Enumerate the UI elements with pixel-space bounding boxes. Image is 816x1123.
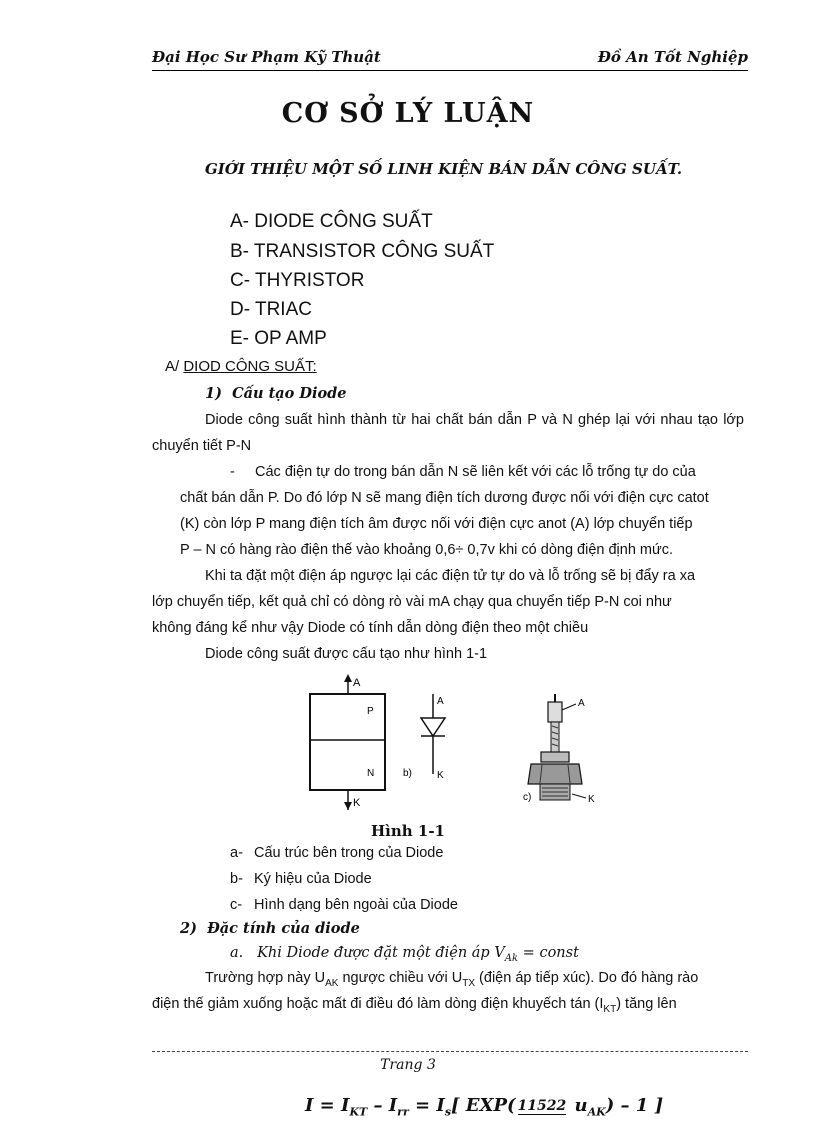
figure-item-text: Cấu trúc bên trong của Diode (254, 845, 444, 861)
subsection-title: Cấu tạo Diode (232, 385, 347, 402)
bullet-line: chất bán dẫn P. Do đó lớp N sẽ mang điện tích dương được nối với điện cực catot (180, 490, 709, 506)
subscript: KT (603, 1003, 617, 1015)
formula-run: [ EXP( (451, 1095, 516, 1116)
header-right: Đồ An Tốt Nghiệp (597, 48, 748, 66)
formula-sub: KT (349, 1105, 368, 1119)
formula (305, 1095, 663, 1119)
item-subscript: Ak (504, 952, 519, 964)
toc-item: A- DIODE CÔNG SUẤT (230, 211, 433, 232)
formula-run: = I (408, 1095, 445, 1116)
text-run: ) tăng lên (616, 996, 677, 1012)
diode-structure-diagram (310, 674, 385, 810)
label-p: P (367, 706, 374, 717)
figure-item-marker: a- (230, 845, 243, 861)
text-run: Trường hợp này U (205, 970, 326, 986)
formula-run: ) – 1 ] (605, 1095, 664, 1116)
subsection-number: 1) (205, 385, 222, 402)
section-heading (165, 358, 317, 375)
formula-run: – I (367, 1095, 398, 1116)
subscript: AK (325, 977, 339, 989)
package-label-cathode: K (588, 794, 595, 805)
figure-item-marker: b- (230, 871, 243, 887)
formula-numerator: 11522 (517, 1097, 567, 1114)
section-prefix: A/ (165, 358, 184, 375)
figure-caption: Hình 1-1 (370, 822, 445, 840)
toc-item: E- OP AMP (230, 328, 327, 349)
label-cathode: K (353, 797, 361, 809)
bullet-line: (K) còn lớp P mang điện tích âm được nối với điện cực anot (A) lớp chuyển tiếp (180, 516, 693, 532)
diode-figure (290, 672, 640, 817)
text-run: (điện áp tiếp xúc). Do đó hàng rào (475, 970, 699, 986)
bullet-line: P – N có hàng rào điện thế vào khoảng 0,6÷ 0,7v khi có dòng điện định mức. (180, 542, 673, 558)
paragraph: Diode công suất hình thành từ hai chất bán dẫn P và N ghép lại với nhau tạo lớp chuyển tiết P-N (152, 412, 744, 454)
label-n: N (367, 768, 375, 779)
paragraph-line: lớp chuyển tiếp, kết quả chỉ có dòng rò vài mA chạy qua chuyển tiếp P-N coi như (152, 594, 672, 610)
paragraph-line (152, 991, 677, 1023)
symbol-label-cathode: K (437, 770, 444, 781)
subsection-number: 2) (180, 920, 197, 937)
paragraph-line: Khi ta đặt một điện áp ngược lại các điện tử tự do và lỗ trống sẽ bị đẩy ra xa (205, 568, 696, 584)
subscript: TX (462, 977, 476, 989)
paragraph-line: không đáng kể như vậy Diode có tính dẫn dòng điện theo một chiều (152, 620, 589, 636)
formula-run: I = I (305, 1095, 350, 1116)
formula-run: u (568, 1095, 588, 1116)
symbol-caption-b: b) (403, 768, 412, 779)
subsection-item (230, 945, 579, 964)
figure-item-text: Ký hiệu của Diode (254, 871, 372, 887)
toc-item: C- THYRISTOR (230, 270, 365, 291)
formula-sub: rr (397, 1105, 409, 1119)
item-text: Khi Diode được đặt một điện áp V (257, 945, 505, 961)
diode-symbol (403, 694, 445, 781)
figure-item-text: Hình dạng bên ngoài của Diode (254, 897, 458, 913)
figure-item-marker: c- (230, 897, 243, 913)
text-run: ngược chiều với U (338, 970, 463, 986)
bullet-dash: - (230, 464, 235, 480)
subsection-heading (180, 920, 360, 937)
text-run: điện thế giảm xuống hoặc mất đi điều đó làm dòng điện khuyếch tán (I (152, 996, 604, 1012)
toc-item: B- TRANSISTOR CÔNG SUẤT (230, 241, 495, 262)
item-tail: = const (518, 945, 579, 961)
header-left: Đại Học Sư Phạm Kỹ Thuật (152, 48, 381, 66)
label-anode: A (353, 677, 361, 689)
diode-package-drawing (523, 694, 595, 805)
page-title: CƠ SỞ LÝ LUẬN (281, 98, 535, 129)
item-marker: a. (230, 945, 244, 961)
package-label-anode: A (578, 698, 585, 709)
paragraph-line: Diode công suất được cấu tạo như hình 1-1 (205, 646, 488, 662)
symbol-label-anode: A (437, 696, 444, 707)
subsection-title: Đặc tính của diode (207, 920, 360, 937)
page-number: Trang 3 (380, 1057, 436, 1073)
toc-item: D- TRIAC (230, 299, 312, 320)
formula-sub: s (444, 1105, 452, 1119)
section-title: DIOD CÔNG SUẤT: (183, 358, 317, 375)
subtitle: GIỚI THIỆU MỘT SỐ LINH KIỆN BÁN DẪN CÔNG SUẤT. (205, 160, 683, 178)
package-caption-c: c) (523, 792, 532, 803)
header-rule (152, 70, 748, 71)
bullet-line: Các điện tự do trong bán dẫn N sẽ liên kết với các lỗ trống tự do của (255, 464, 696, 480)
formula-sub: AK (587, 1105, 606, 1119)
subsection-heading (205, 385, 347, 402)
footer-rule (152, 1051, 748, 1052)
